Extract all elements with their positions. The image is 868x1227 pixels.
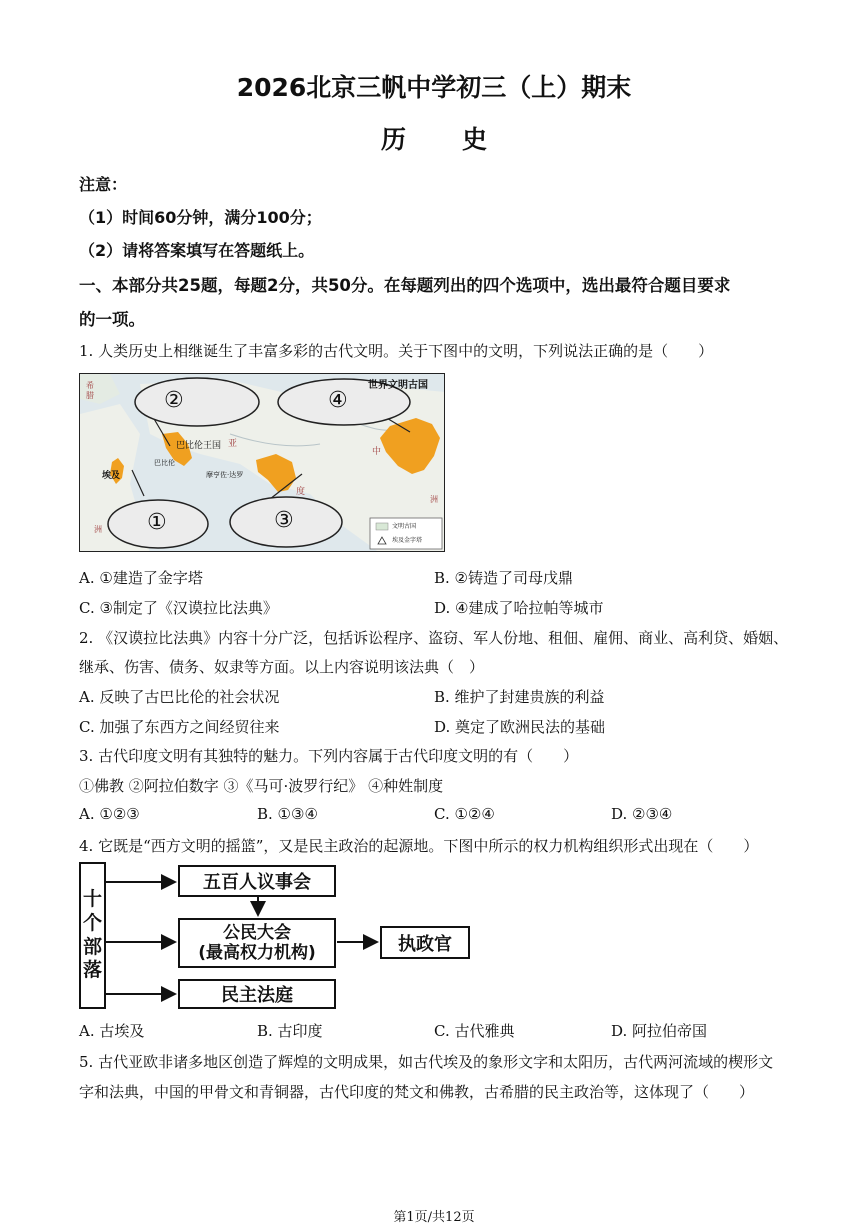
notice-item-2: （2）请将答案填写在答题纸上。 — [79, 241, 315, 260]
map-label-xi: 希 — [86, 381, 94, 390]
map-label-zhong: 中 — [372, 447, 382, 457]
map-legend-pyramid: 埃及金字塔 — [392, 537, 423, 544]
q1-option-c: C. ③制定了《汉谟拉比法典》 — [79, 599, 278, 617]
map-label-zhou-2: 洲 — [430, 495, 438, 504]
map-label-ya: 亚 — [228, 439, 238, 449]
diagram-court-label: 民主法庭 — [221, 985, 293, 1006]
diagram-archon-label: 执政官 — [398, 933, 452, 955]
world-civilizations-map — [79, 373, 445, 552]
map-title: 世界文明古国 — [368, 380, 428, 391]
page-number: 第1页/共12页 — [393, 1210, 475, 1225]
q4-option-d: D. 阿拉伯帝国 — [611, 1022, 708, 1040]
diagram-council-box — [178, 865, 336, 897]
q3-option-d: D. ②③④ — [611, 805, 673, 823]
notice-item-1: （1）时间60分钟，满分100分； — [79, 208, 322, 227]
bubble-1-label: ① — [147, 510, 167, 535]
notice-label: 注意： — [79, 175, 128, 194]
map-label-babylon: 巴比伦王国 — [176, 441, 222, 451]
diagram-assembly-box — [178, 918, 336, 968]
q1-stem: 1. 人类历史上相继诞生了丰富多彩的古代文明。关于下图中的文明，下列说法正确的是（ ） — [79, 342, 714, 360]
map-label-la: 腊 — [86, 391, 94, 400]
q4-option-b: B. 古印度 — [257, 1022, 323, 1040]
diagram-archon-box — [380, 926, 470, 959]
q5-stem-line1: 5. 古代亚欧非诸多地区创造了辉煌的文明成果，如古代埃及的象形文字和太阳历，古代两河流域的楔形文 — [79, 1053, 774, 1071]
q1-option-a: A. ①建造了金字塔 — [79, 569, 203, 587]
map-label-zhou-1: 洲 — [94, 525, 102, 534]
bubble-3-label: ③ — [274, 508, 294, 533]
bubble-4-label: ④ — [328, 388, 348, 413]
map-figure — [80, 374, 445, 552]
section-heading-line1: 一、本部分共25题，每题2分，共50分。在每题列出的四个选项中，选出最符合题目要求 — [79, 276, 731, 295]
diagram-council-label: 五百人议事会 — [203, 872, 311, 893]
q2-stem-line1: 2. 《汉谟拉比法典》内容十分广泛，包括诉讼程序、盗窃、军人份地、租佃、雇佣、商业、高利贷、婚姻、 — [79, 629, 789, 647]
map-legend-civ: 文明古国 — [392, 523, 417, 530]
q3-option-c: C. ①②④ — [434, 805, 495, 823]
map-label-indus: 摩亨佐·达罗 — [206, 471, 244, 479]
q3-option-b: B. ①③④ — [257, 805, 318, 823]
map-label-du: 度 — [296, 487, 306, 497]
q4-stem: 4. 它既是“西方文明的摇篮”，又是民主政治的起源地。下图中所示的权力机构组织形式出现在（ ） — [79, 837, 759, 855]
subject-title: 历史 — [380, 125, 543, 154]
q3-items: ①佛教 ②阿拉伯数字 ③《马可·波罗行纪》 ④种姓制度 — [79, 777, 444, 795]
diagram-assembly-sub: (最高权力机构) — [198, 943, 316, 963]
q2-option-d: D. 奠定了欧洲民法的基础 — [434, 718, 606, 736]
diagram-court-box — [178, 979, 336, 1009]
bubble-2-label: ② — [164, 388, 184, 413]
map-label-babylon-city: 巴比伦 — [154, 459, 175, 467]
q2-option-b: B. 维护了封建贵族的利益 — [434, 688, 605, 706]
q2-stem-line2: 继承、伤害、债务、奴隶等方面。以上内容说明该法典（ ） — [79, 658, 485, 676]
q3-stem: 3. 古代印度文明有其独特的魅力。下列内容属于古代印度文明的有（ ） — [79, 747, 579, 765]
q4-option-a: A. 古埃及 — [79, 1022, 145, 1040]
section-heading-line2: 的一项。 — [79, 310, 145, 329]
q1-option-d: D. ④建成了哈拉帕等城市 — [434, 599, 604, 617]
athens-power-diagram — [79, 862, 474, 1010]
q1-option-b: B. ②铸造了司母戊鼎 — [434, 569, 574, 587]
q2-option-c: C. 加强了东西方之间经贸往来 — [79, 718, 280, 736]
q5-stem-line2: 字和法典，中国的甲骨文和青铜器，古代印度的梵文和佛教，古希腊的民主政治等，这体现了（ ） — [79, 1083, 755, 1101]
map-label-egypt: 埃及 — [102, 471, 121, 481]
page-title: 2026北京三帆中学初三（上）期末 — [236, 73, 632, 102]
diagram-assembly-label: 公民大会 — [223, 922, 291, 943]
q4-option-c: C. 古代雅典 — [434, 1022, 515, 1040]
q2-option-a: A. 反映了古巴比伦的社会状况 — [79, 688, 280, 706]
diagram-tribes-box — [79, 862, 106, 1009]
q3-option-a: A. ①②③ — [79, 805, 140, 823]
diagram-tribes-label: 十个部落 — [82, 888, 102, 982]
